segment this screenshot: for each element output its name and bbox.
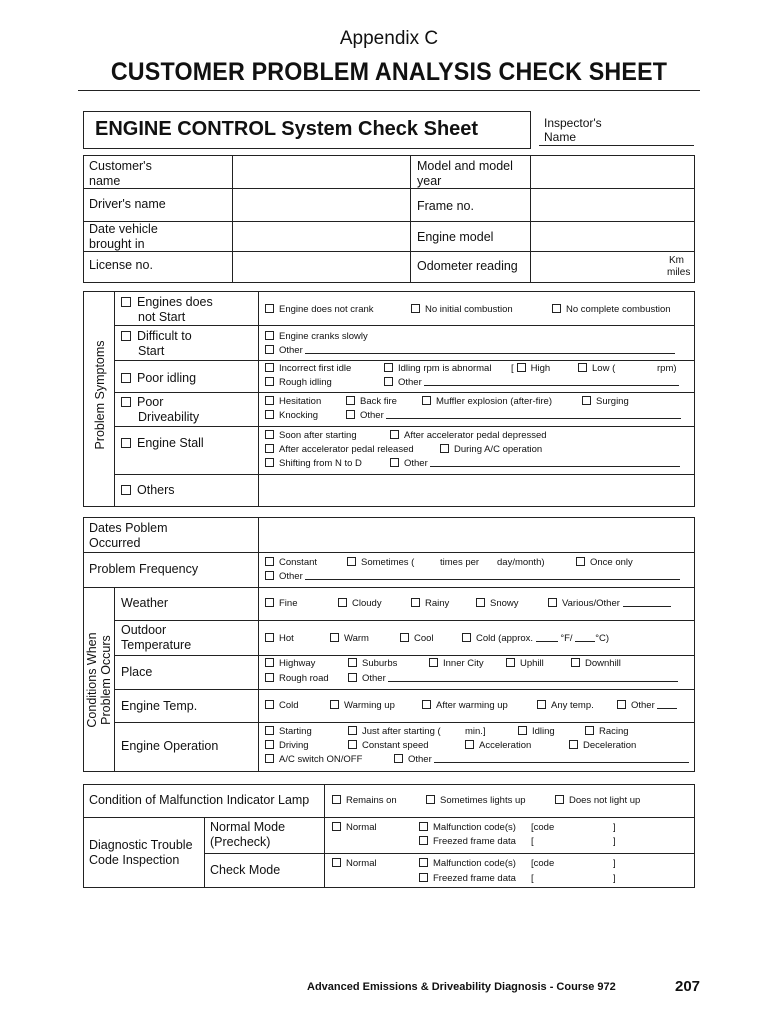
checkbox[interactable] — [121, 331, 131, 341]
opt-freq-other[interactable]: Other — [265, 571, 680, 583]
checkbox[interactable] — [348, 726, 357, 735]
opt-freezed-1[interactable]: Freezed frame data — [419, 836, 516, 848]
checkbox[interactable] — [411, 304, 420, 313]
checkbox[interactable] — [265, 377, 274, 386]
engine-temp-label: Engine Temp. — [121, 699, 198, 713]
checkbox[interactable] — [265, 726, 274, 735]
checkbox[interactable] — [400, 633, 409, 642]
checkbox[interactable] — [265, 430, 274, 439]
opt-soon-after[interactable]: Soon after starting — [265, 430, 357, 442]
opt-muffler[interactable]: Muffler explosion (after-fire) — [422, 396, 552, 408]
checkbox[interactable] — [338, 598, 347, 607]
mil-label: Condition of Malfunction Indicator Lamp — [89, 793, 310, 807]
checkbox[interactable] — [348, 740, 357, 749]
checkbox[interactable] — [518, 726, 527, 735]
checkbox[interactable] — [578, 363, 587, 372]
opt-uphill[interactable]: Uphill — [506, 658, 544, 670]
opt-op-other[interactable]: Other — [394, 754, 689, 766]
checkbox[interactable] — [346, 396, 355, 405]
opt-starting[interactable]: Starting — [265, 726, 312, 738]
opt-low[interactable]: Low ( — [578, 363, 615, 375]
opt-malfunction-1[interactable]: Malfunction code(s) — [419, 822, 516, 834]
info-table — [83, 155, 695, 283]
opt-knocking[interactable]: Knocking — [265, 410, 318, 422]
checkbox[interactable] — [384, 363, 393, 372]
opt-no-initial[interactable]: No initial combustion — [411, 304, 513, 316]
checkbox[interactable] — [419, 836, 428, 845]
cb-engines-not-start[interactable]: Engines does not Start — [121, 295, 213, 325]
miles-unit: miles — [667, 267, 691, 278]
cb-poor-idling[interactable]: Poor idling — [121, 371, 196, 386]
opt-warm[interactable]: Warm — [330, 633, 369, 645]
checkbox[interactable] — [265, 598, 274, 607]
appendix-label: Appendix C — [339, 28, 439, 49]
checkbox[interactable] — [265, 396, 274, 405]
opt-inner-city[interactable]: Inner City — [429, 658, 484, 670]
checkbox[interactable] — [390, 458, 399, 467]
opt-downhill[interactable]: Downhill — [571, 658, 621, 670]
cb-difficult[interactable]: Difficult to Start — [121, 329, 192, 359]
checkbox[interactable] — [422, 700, 431, 709]
opt-stall-other[interactable]: Other — [390, 458, 680, 470]
checkbox[interactable] — [265, 444, 274, 453]
opt-freezed-2[interactable]: Freezed frame data — [419, 873, 516, 885]
checkbox[interactable] — [332, 858, 341, 867]
checkbox[interactable] — [265, 331, 274, 340]
checkbox[interactable] — [537, 700, 546, 709]
code-2: [code — [531, 858, 555, 869]
bracket-close-3: ] — [613, 858, 616, 869]
checkbox[interactable] — [330, 700, 339, 709]
cb-others[interactable]: Others — [121, 483, 175, 498]
opt-normal-1[interactable]: Normal — [332, 822, 377, 834]
date-vehicle-label: Date vehicle brought in — [89, 222, 158, 251]
opt-min: min.] — [465, 726, 486, 737]
opt-warming-up[interactable]: Warming up — [330, 700, 395, 712]
km-unit: Km — [669, 255, 684, 266]
opt-not-light[interactable]: Does not light up — [555, 795, 640, 807]
checkbox[interactable] — [348, 673, 357, 682]
checkbox[interactable] — [121, 373, 131, 383]
checkbox[interactable] — [265, 557, 274, 566]
checkbox[interactable] — [465, 740, 474, 749]
opt-fine[interactable]: Fine — [265, 598, 297, 610]
checkbox[interactable] — [347, 557, 356, 566]
checkbox[interactable] — [506, 658, 515, 667]
opt-acceleration[interactable]: Acceleration — [465, 740, 531, 752]
opt-no-crank[interactable]: Engine does not crank — [265, 304, 374, 316]
checkbox[interactable] — [121, 297, 131, 307]
check-mode-label: Check Mode — [210, 863, 281, 877]
checkbox[interactable] — [265, 740, 274, 749]
opt-rough-road[interactable]: Rough road — [265, 673, 329, 685]
inspector-label-2: Name — [544, 130, 577, 144]
opt-constant[interactable]: Constant — [265, 557, 317, 569]
cb-engine-stall[interactable]: Engine Stall — [121, 436, 204, 451]
checkbox[interactable] — [555, 795, 564, 804]
opt-once-only[interactable]: Once only — [576, 557, 633, 569]
checkbox[interactable] — [265, 754, 274, 763]
opt-idle-other[interactable]: Other — [384, 377, 679, 389]
checkbox[interactable] — [348, 658, 357, 667]
opt-etemp-other[interactable]: Other — [617, 700, 677, 712]
opt-idling[interactable]: Idling — [518, 726, 555, 738]
checkbox[interactable] — [585, 726, 594, 735]
checkbox[interactable] — [346, 410, 355, 419]
opt-no-complete[interactable]: No complete combustion — [552, 304, 671, 316]
checkbox[interactable] — [332, 822, 341, 831]
opt-rainy[interactable]: Rainy — [411, 598, 449, 610]
checkbox[interactable] — [265, 700, 274, 709]
checkbox[interactable] — [265, 345, 274, 354]
checkbox[interactable] — [426, 795, 435, 804]
opt-hot[interactable]: Hot — [265, 633, 294, 645]
engine-model-label: Engine model — [417, 230, 494, 244]
footer-course: Advanced Emissions & Driveability Diagnosis - Course 972 — [307, 981, 616, 993]
place-label: Place — [121, 665, 153, 679]
opt-various[interactable]: Various/Other — [548, 598, 671, 610]
checkbox[interactable] — [582, 396, 591, 405]
conditions-side-label: Conditions When Problem Occurs — [85, 632, 113, 728]
opt-deceleration[interactable]: Deceleration — [569, 740, 636, 752]
opt-back-fire[interactable]: Back fire — [346, 396, 397, 408]
opt-times-per: times per — [440, 557, 480, 568]
checkbox[interactable] — [265, 458, 274, 467]
opt-day-month: day/month) — [497, 557, 545, 568]
checkbox[interactable] — [548, 598, 557, 607]
frame-label: Frame no. — [417, 199, 474, 213]
opt-sometimes-lights[interactable]: Sometimes lights up — [426, 795, 526, 807]
dtc-label: Diagnostic Trouble Code Inspection — [89, 838, 193, 867]
checkbox[interactable] — [571, 658, 580, 667]
opt-racing[interactable]: Racing — [585, 726, 629, 738]
checkbox[interactable] — [440, 444, 449, 453]
opt-incorrect-idle[interactable]: Incorrect first idle — [265, 363, 351, 375]
outdoor-temp-label: Outdoor Temperature — [121, 623, 192, 652]
code-1: [code — [531, 822, 555, 833]
symptoms-side-label: Problem Symptoms — [93, 340, 107, 450]
page-title: CUSTOMER PROBLEM ANALYSIS CHECK SHEET — [110, 58, 668, 86]
opt-remains-on[interactable]: Remains on — [332, 795, 397, 807]
opt-malfunction-2[interactable]: Malfunction code(s) — [419, 858, 516, 870]
title-rule — [78, 90, 700, 91]
model-year-label: Model and model year — [417, 159, 513, 188]
opt-snowy[interactable]: Snowy — [476, 598, 519, 610]
opt-suburbs[interactable]: Suburbs — [348, 658, 397, 670]
license-label: License no. — [89, 258, 153, 272]
opt-cool[interactable]: Cool — [400, 633, 434, 645]
bracket-open-4: [ — [531, 873, 534, 884]
opt-cold-approx[interactable]: Cold (approx. °F/ °C) — [462, 633, 609, 645]
opt-n-to-d[interactable]: Shifting from N to D — [265, 458, 362, 470]
checkbox[interactable] — [419, 822, 428, 831]
opt-highway[interactable]: Highway — [265, 658, 315, 670]
frequency-label: Problem Frequency — [89, 562, 199, 576]
checkbox[interactable] — [576, 557, 585, 566]
checkbox[interactable] — [384, 377, 393, 386]
opt-any-temp[interactable]: Any temp. — [537, 700, 594, 712]
bracket-open-2: [ — [531, 836, 534, 847]
checkbox[interactable] — [265, 363, 274, 372]
opt-constant-speed[interactable]: Constant speed — [348, 740, 429, 752]
checkbox[interactable] — [265, 673, 274, 682]
opt-just-after[interactable]: Just after starting ( — [348, 726, 441, 738]
checkbox[interactable] — [394, 754, 403, 763]
checkbox[interactable] — [419, 858, 428, 867]
opt-cloudy[interactable]: Cloudy — [338, 598, 382, 610]
opt-hesitation[interactable]: Hesitation — [265, 396, 321, 408]
subtitle: ENGINE CONTROL System Check Sheet — [95, 118, 479, 140]
customer-name-label: Customer's name — [89, 159, 152, 188]
opt-normal-2[interactable]: Normal — [332, 858, 377, 870]
opt-diff-other[interactable]: Other — [265, 345, 675, 357]
opt-sometimes[interactable]: Sometimes ( — [347, 557, 414, 569]
opt-cold[interactable]: Cold — [265, 700, 299, 712]
checkbox[interactable] — [569, 740, 578, 749]
checkbox[interactable] — [330, 633, 339, 642]
checkbox[interactable] — [121, 397, 131, 407]
checkbox[interactable] — [332, 795, 341, 804]
engine-operation-label: Engine Operation — [121, 739, 219, 753]
dates-label: Dates Poblem Occurred — [89, 521, 168, 550]
driver-name-label: Driver's name — [89, 197, 166, 211]
checkbox[interactable] — [462, 633, 471, 642]
inspector-label-1: Inspector's — [544, 116, 602, 130]
opt-surging[interactable]: Surging — [582, 396, 629, 408]
checkbox[interactable] — [121, 438, 131, 448]
opt-pedal-released[interactable]: After accelerator pedal released — [265, 444, 414, 456]
checkbox[interactable] — [422, 396, 431, 405]
opt-rpm: rpm) — [657, 363, 677, 374]
opt-ac-switch[interactable]: A/C switch ON/OFF — [265, 754, 362, 766]
checkbox[interactable] — [517, 363, 526, 372]
bracket-close-1: ] — [613, 822, 616, 833]
inspector-line — [539, 145, 694, 146]
normal-mode-label: Normal Mode (Precheck) — [210, 820, 286, 849]
checkbox[interactable] — [552, 304, 561, 313]
bracket-close-2: ] — [613, 836, 616, 847]
opt-drive-other[interactable]: Other — [346, 410, 681, 422]
odometer-label: Odometer reading — [417, 259, 518, 273]
checkbox[interactable] — [617, 700, 626, 709]
opt-after-warming[interactable]: After warming up — [422, 700, 508, 712]
checkbox[interactable] — [429, 658, 438, 667]
checkbox[interactable] — [390, 430, 399, 439]
checkbox[interactable] — [419, 873, 428, 882]
cb-poor-drive[interactable]: Poor Driveability — [121, 395, 199, 425]
opt-cranks-slowly[interactable]: Engine cranks slowly — [265, 331, 368, 343]
bracket-close-4: ] — [613, 873, 616, 884]
opt-driving[interactable]: Driving — [265, 740, 309, 752]
opt-high[interactable]: [ High — [511, 363, 551, 374]
opt-pedal-depressed[interactable]: After accelerator pedal depressed — [390, 430, 547, 442]
opt-place-other[interactable]: Other — [348, 673, 678, 685]
opt-ac-operation[interactable]: During A/C operation — [440, 444, 542, 456]
page-number: 207 — [675, 978, 701, 995]
weather-label: Weather — [121, 596, 169, 610]
checkbox[interactable] — [476, 598, 485, 607]
checkbox[interactable] — [411, 598, 420, 607]
opt-idle-abnormal[interactable]: Idling rpm is abnormal — [384, 363, 491, 375]
checkbox[interactable] — [265, 571, 274, 580]
checkbox[interactable] — [121, 485, 131, 495]
checkbox[interactable] — [265, 304, 274, 313]
checkbox[interactable] — [265, 633, 274, 642]
opt-rough-idling[interactable]: Rough idling — [265, 377, 332, 389]
checkbox[interactable] — [265, 410, 274, 419]
checkbox[interactable] — [265, 658, 274, 667]
